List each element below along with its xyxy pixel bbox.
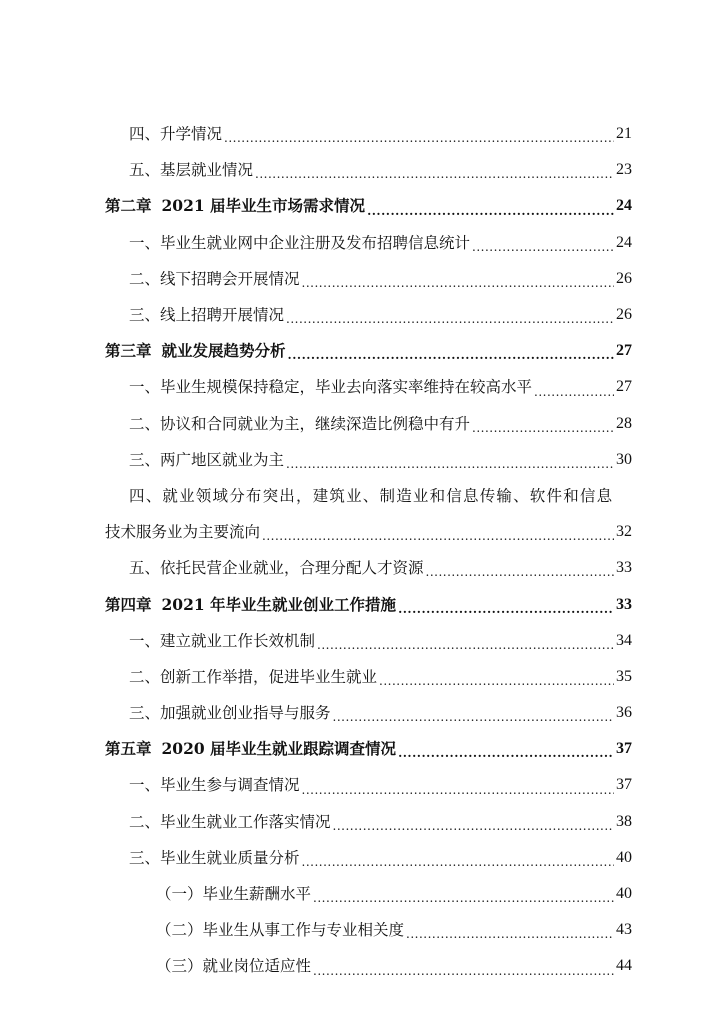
chapter-number: 第四章	[105, 594, 152, 614]
toc-entry[interactable]	[0, 695, 724, 731]
toc-entry-title: 一、毕业生参与调查情况	[129, 776, 300, 795]
dot-leader	[406, 929, 614, 948]
dot-leader	[333, 712, 614, 731]
toc-page-number: 26	[616, 269, 632, 287]
toc-entry[interactable]	[0, 804, 724, 840]
toc-page-number: 43	[616, 921, 632, 939]
toc-subentry-title: （二）毕业生从事工作与专业相关度	[156, 921, 405, 940]
toc-page-number: 24	[616, 233, 632, 251]
toc-page-number: 36	[616, 704, 632, 722]
toc-entry-title: 四、升学情况	[129, 125, 223, 144]
dot-leader	[398, 748, 614, 767]
toc-entry-title: 二、线下招聘会开展情况	[129, 269, 300, 288]
toc-page-number: 24	[616, 197, 632, 215]
chapter-label: 2020 届毕业生就业跟踪调查情况	[161, 739, 397, 759]
dot-leader	[313, 966, 614, 985]
toc-entry-wrapped-first-line[interactable]	[0, 478, 724, 514]
toc-entry-title-continuation: 技术服务业为主要流向	[105, 523, 261, 542]
toc-entry[interactable]	[0, 152, 724, 188]
toc-page-number: 35	[616, 667, 632, 685]
dot-leader	[302, 857, 614, 876]
toc-entry-title: 三、加强就业创业指导与服务	[129, 704, 331, 723]
toc-entry[interactable]	[0, 659, 724, 695]
toc-subentry-title: （一）毕业生薪酬水平	[156, 885, 312, 904]
dot-leader	[288, 350, 614, 369]
dot-leader	[333, 821, 614, 840]
toc-page-number: 30	[616, 450, 632, 468]
toc-chapter-entry[interactable]	[0, 188, 724, 224]
toc-chapter-title	[105, 196, 365, 216]
toc-subentry[interactable]	[0, 948, 724, 984]
dot-leader	[398, 604, 614, 623]
toc-subentry-title: （三）就业岗位适应性	[156, 957, 312, 976]
dot-leader	[534, 387, 614, 406]
toc-page-number: 38	[616, 812, 632, 830]
dot-leader	[317, 640, 614, 659]
toc-page-number: 33	[616, 559, 632, 577]
dot-leader	[286, 314, 614, 333]
dot-leader	[313, 893, 614, 912]
toc-entry[interactable]	[0, 406, 724, 442]
chapter-label: 2021 年毕业生就业创业工作措施	[161, 594, 397, 614]
toc-entry[interactable]	[0, 767, 724, 803]
toc-subentry[interactable]	[0, 876, 724, 912]
chapter-number: 第三章	[105, 341, 152, 361]
dot-leader	[472, 423, 614, 442]
toc-entry-title: 三、线上招聘开展情况	[129, 306, 285, 325]
toc-entry[interactable]	[0, 623, 724, 659]
dot-leader	[255, 169, 614, 188]
chapter-label: 2021 届毕业生市场需求情况	[161, 196, 366, 216]
toc-entry-title: 三、两广地区就业为主	[129, 450, 285, 469]
toc-chapter-entry[interactable]	[0, 333, 724, 369]
dot-leader	[379, 676, 614, 695]
chapter-label: 就业发展趋势分析	[161, 341, 286, 361]
toc-page-number: 28	[616, 414, 632, 432]
toc-page-number: 27	[616, 342, 632, 360]
toc-page-number: 26	[616, 306, 632, 324]
dot-leader	[302, 278, 614, 297]
chapter-number: 第五章	[105, 739, 152, 759]
toc-chapter-title	[105, 595, 396, 615]
toc-entry[interactable]	[0, 225, 724, 261]
toc-page-number: 34	[616, 631, 632, 649]
dot-leader	[367, 206, 614, 225]
toc-entry[interactable]	[0, 840, 724, 876]
toc-page-number: 33	[616, 595, 632, 613]
dot-leader	[472, 242, 614, 261]
toc-entry[interactable]	[0, 369, 724, 405]
toc-entry-title: 三、毕业生就业质量分析	[129, 848, 300, 867]
toc-page-number: 40	[616, 885, 632, 903]
toc-entry[interactable]	[0, 261, 724, 297]
toc-chapter-title	[105, 739, 396, 759]
toc-entry-continuation[interactable]	[0, 514, 724, 550]
toc-entry[interactable]	[0, 297, 724, 333]
toc-entry-title: 二、毕业生就业工作落实情况	[129, 812, 331, 831]
toc-entry[interactable]	[0, 116, 724, 152]
toc-entry-title: 二、创新工作举措，促进毕业生就业	[129, 667, 378, 686]
dot-leader	[302, 785, 614, 804]
toc-page-number: 21	[616, 125, 632, 143]
toc-entry-title: 四、就业领域分布突出，建筑业、制造业和信息传输、软件和信息	[129, 486, 614, 505]
toc-entry-title: 一、建立就业工作长效机制	[129, 631, 316, 650]
toc-entry[interactable]	[0, 550, 724, 586]
toc-entry[interactable]	[0, 442, 724, 478]
toc-entry-title: 五、依托民营企业就业，合理分配人才资源	[129, 559, 424, 578]
toc-chapter-entry[interactable]	[0, 586, 724, 622]
toc-entry-title: 二、协议和合同就业为主，继续深造比例稳中有升	[129, 414, 471, 433]
dot-leader	[286, 459, 614, 478]
toc-page-number: 40	[616, 848, 632, 866]
toc-entry-title: 一、毕业生规模保持稳定，毕业去向落实率维持在较高水平	[129, 378, 533, 397]
dot-leader	[262, 531, 614, 550]
dot-leader	[426, 567, 614, 586]
toc-entry-title: 一、毕业生就业网中企业注册及发布招聘信息统计	[129, 233, 471, 252]
dot-leader	[224, 133, 614, 152]
toc-page-number: 32	[616, 523, 632, 541]
toc-page-number: 37	[616, 740, 632, 758]
toc-page-number: 23	[616, 161, 632, 179]
toc-chapter-entry[interactable]	[0, 731, 724, 767]
table-of-contents	[0, 116, 724, 985]
toc-chapter-title	[105, 341, 286, 361]
toc-subentry[interactable]	[0, 912, 724, 948]
toc-page-number: 44	[616, 957, 632, 975]
toc-page-number: 37	[616, 776, 632, 794]
toc-page-number: 27	[616, 378, 632, 396]
toc-entry-title: 五、基层就业情况	[129, 161, 254, 180]
chapter-number: 第二章	[105, 196, 152, 216]
